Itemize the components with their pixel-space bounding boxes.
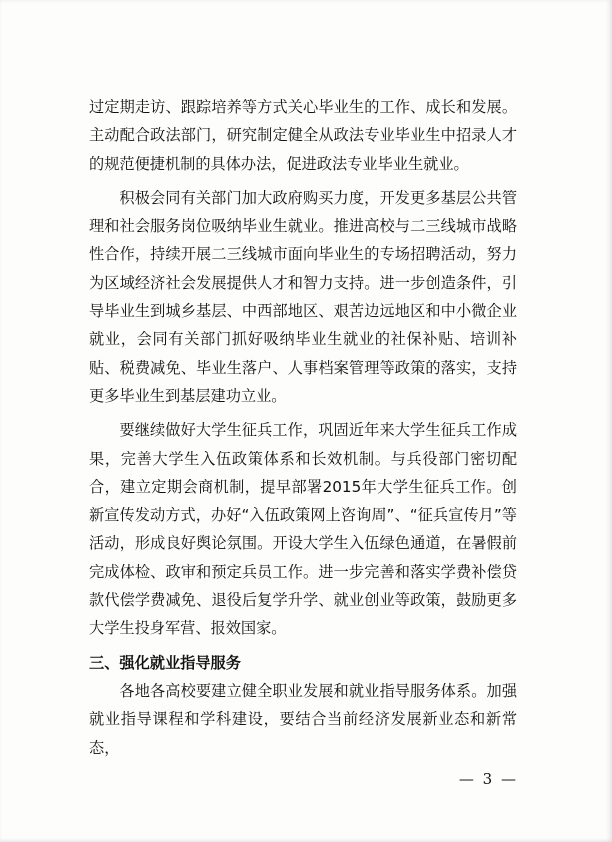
paragraph-grassroots-employment: 积极会同有关部门加大政府购买力度，开发更多基层公共管理和社会服务岗位吸纳毕业生就业。推进高校与二三线城市战略性合作，持续开展二三线城市面向毕业生的专场招聘活动，努力为区域经济社会发展提供人才和智力支持。进一步创造条件，引导毕业生到城乡基层、中西部地区、艰苦边远地区和中小微企业就业，会同有关部门抓好吸纳毕业生就业的社保补贴、培训补贴、税费减免、毕业生落户、人事档案管理等政策的落实，支持更多毕业生到基层建功立业。: [89, 188, 517, 405]
page-number: — 3 —: [458, 770, 518, 788]
document-body: [89, 93, 517, 762]
paragraph-student-enlistment: 要继续做好大学生征兵工作，巩固近年来大学生征兵工作成果，完善大学生入伍政策体系和长效机制。与兵役部门密切配合，建立定期会商机制，提早部署2015年大学生征兵工作。创新宣传发动方式，办好“入伍政策网上咨询周”、“征兵宣传月”等活动，形成良好舆论氛围。开设大学生入伍绿色通道，在暑假前完成体检、政审和预定兵员工作。进一步完善和落实学费补偿贷款代偿学费减免、退役后复学升学、就业创业等政策，鼓励更多大学生投身军营、报效国家。: [89, 421, 517, 638]
paragraph-career-guidance: 各地各高校要建立健全职业发展和就业指导服务体系。加强就业指导课程和学科建设，要结合当前经济发展新业态和新常态，: [89, 681, 517, 757]
section-heading: 三、强化就业指导服务: [89, 653, 241, 672]
paragraph-continuation: 过定期走访、跟踪培养等方式关心毕业生的工作、成长和发展。主动配合政法部门，研究制定健全从政法专业毕业生中招录人才的规范便捷机制的具体办法，促进政法专业毕业生就业。: [89, 98, 517, 173]
